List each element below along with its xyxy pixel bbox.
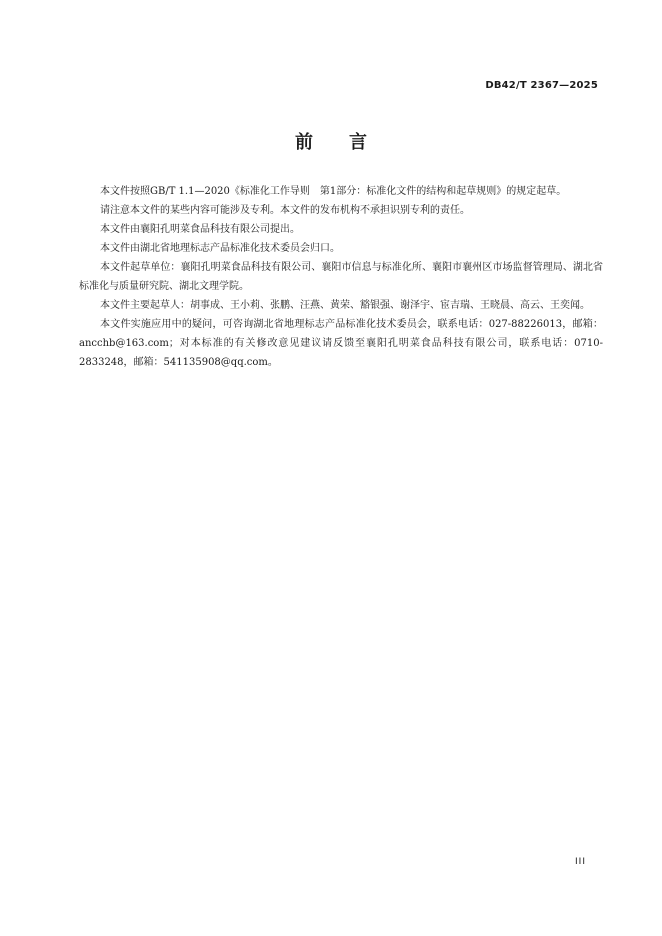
foreword-body (79, 182, 603, 372)
paragraph-drafting-units: 本文件起草单位：襄阳孔明菜食品科技有限公司、襄阳市信息与标准化所、襄阳市襄州区市场监督管理局、湖北省标准化与质量研究院、湖北文理学院。 (79, 262, 603, 292)
paragraph-technical-committee: 本文件由湖北省地理标志产品标准化技术委员会归口。 (100, 243, 340, 254)
document-code: DB42/T 2367—2025 (485, 80, 598, 91)
paragraph-patent-notice: 请注意本文件的某些内容可能涉及专利。本文件的发布机构不承担识别专利的责任。 (100, 205, 470, 216)
paragraph-proposer: 本文件由襄阳孔明菜食品科技有限公司提出。 (100, 224, 300, 235)
page-number: III (575, 857, 586, 867)
paragraph-contact-info: 本文件实施应用中的疑问，可咨询湖北省地理标志产品标准化技术委员会，联系电话：027-88226013，邮箱：ancchb@163.com；对本标准的有关修改意见建议请反馈至襄阳孔明菜食品科技有限公司，联系电话：0710-2833248，邮箱：541135908@qq.com。 (79, 319, 603, 368)
paragraph-drafters: 本文件主要起草人：胡事成、王小莉、张鹏、汪燕、黄荣、豁银强、谢泽宇、宦吉瑞、王晓晨、高云、王奕闻。 (100, 300, 590, 311)
page-title: 前言 (295, 132, 403, 153)
paragraph-drafting-rules: 本文件按照GB/T 1.1—2020《标准化工作导则 第1部分：标准化文件的结构和起草规则》的规定起草。 (100, 186, 567, 197)
